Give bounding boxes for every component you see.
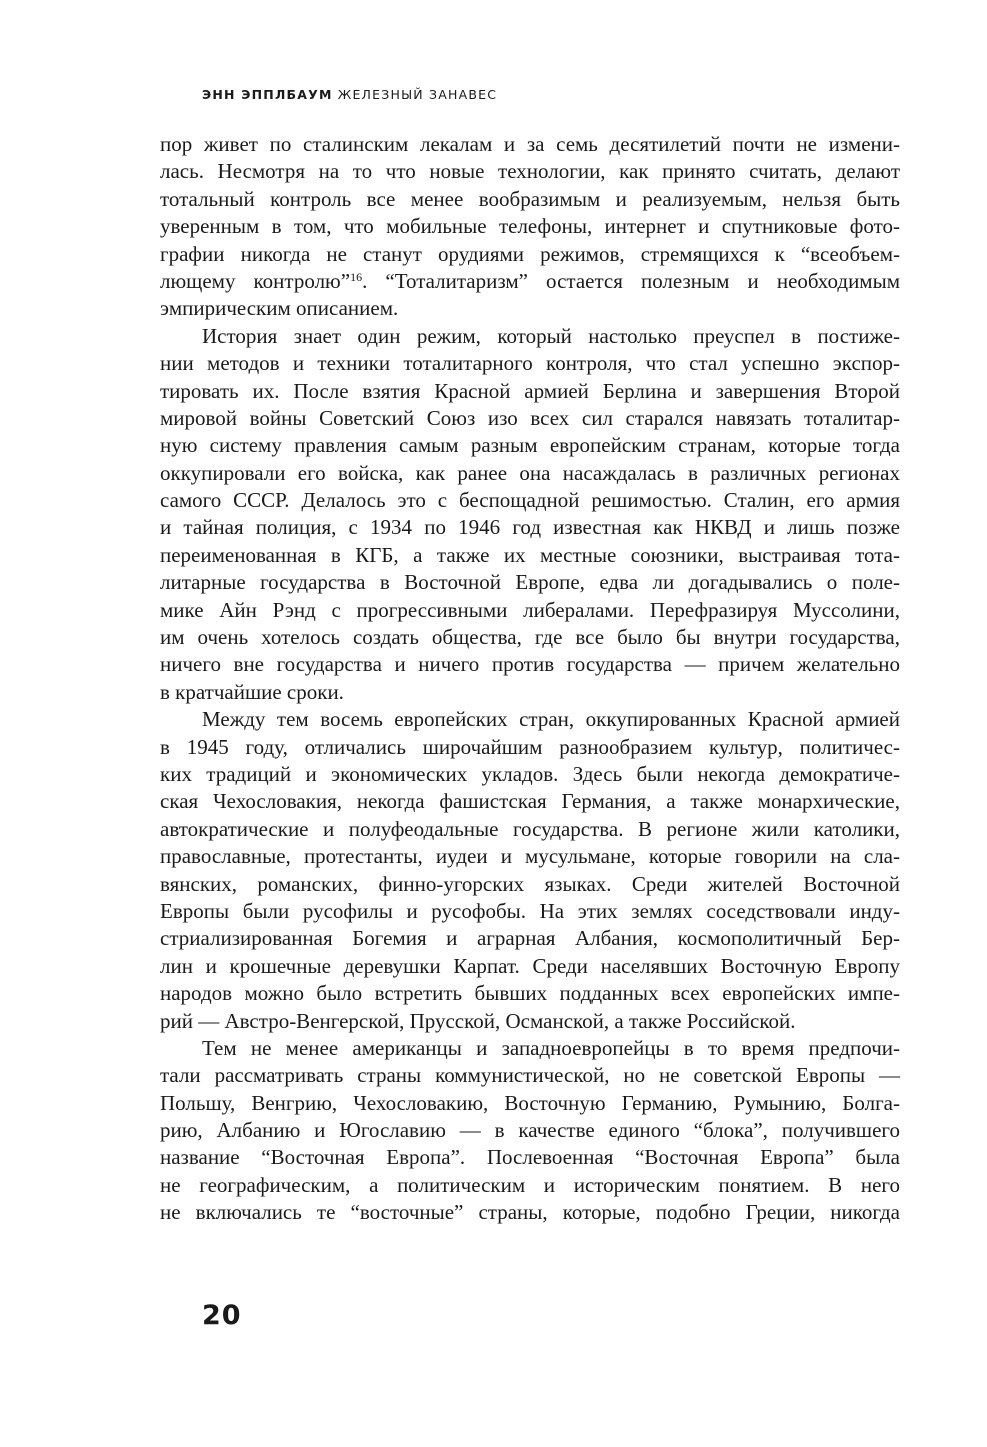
- text-line: рию, Албанию и Югославию — в качестве единого “блока”, получившего: [160, 1118, 900, 1143]
- text-line: ких традиций и экономических укладов. Здесь были некогда демократиче-: [160, 761, 900, 786]
- text-line: Польшу, Венгрию, Чехословакию, Восточную Германию, Румынию, Болга-: [160, 1090, 900, 1115]
- text-line: лась. Несмотря на то что новые технологии, как принято считать, делают: [160, 159, 900, 184]
- text-line: графии никогда не станут орудиями режимов, стремящихся к “всеобъем-: [160, 241, 900, 266]
- text-line: не включались те “восточные” страны, которые, подобно Греции, никогда: [160, 1200, 900, 1225]
- text-line: ская Чехословакия, некогда фашистская Германия, а также монархические,: [160, 789, 900, 814]
- text-line: тали рассматривать страны коммунистической, но не советской Европы —: [160, 1063, 900, 1088]
- paragraph: [160, 131, 900, 323]
- text-line: вянских, романских, финно-угорских языках. Среди жителей Восточной: [160, 871, 900, 896]
- text-line: [160, 268, 900, 295]
- text-line: православные, протестанты, иудеи и мусульмане, которые говорили на сла-: [160, 844, 900, 869]
- text-line: автократические и полуфеодальные государства. В регионе жили католики,: [160, 816, 900, 841]
- paragraph: [160, 323, 900, 706]
- text-line: народов можно было встретить бывших подданных всех европейских импе-: [160, 981, 900, 1006]
- text-line: Между тем восемь европейских стран, оккупированных Красной армией: [202, 707, 900, 732]
- running-head: [202, 87, 497, 102]
- text-line: История знает один режим, который настолько преуспел в постиже-: [202, 323, 900, 348]
- text-line: Тем не менее американцы и западноевропейцы в то время предпочи-: [202, 1035, 900, 1060]
- text-line: эмпирическим описанием.: [160, 296, 399, 321]
- text-line: пор живет по сталинским лекалам и за семь десятилетий почти не измени-: [160, 132, 900, 156]
- text-line: ную систему правления самым разным европейским странам, которые тогда: [160, 433, 900, 458]
- text-line: ничего вне государства и ничего против государства — причем желательно: [160, 652, 900, 677]
- running-head-author: ЭНН ЭППЛБАУМ: [202, 87, 333, 102]
- body-text: [160, 131, 900, 1227]
- text-line: в кратчайшие сроки.: [160, 679, 344, 704]
- text-line: нии методов и техники тоталитарного контроля, что стал успешно экспор-: [160, 351, 900, 376]
- paragraph: [160, 706, 900, 1035]
- text-line: в 1945 году, отличались широчайшим разнообразием культур, политичес-: [160, 734, 900, 759]
- text-line: оккупировали его войска, как ранее она насаждалась в различных регионах: [160, 460, 900, 485]
- text-segment: . “Тоталитаризм” остается полезным и необходимым: [362, 268, 900, 293]
- text-line: им очень хотелось создать общества, где все было бы внутри государства,: [160, 625, 900, 650]
- text-line: самого СССР. Делалось это с беспощадной решимостью. Сталин, его армия: [160, 488, 900, 513]
- text-line: рий — Австро-Венгерской, Прусской, Османской, а также Российской.: [160, 1008, 796, 1033]
- paragraph: [160, 1035, 900, 1227]
- text-line: стриализированная Богемия и аграрная Албания, космополитичный Бер-: [160, 926, 900, 951]
- footnote-marker: 16: [350, 269, 363, 284]
- text-line: тировать их. После взятия Красной армией Берлина и завершения Второй: [160, 378, 900, 403]
- text-line: не географическим, а политическим и историческим понятием. В него: [160, 1172, 900, 1197]
- page-number: 20: [202, 1300, 242, 1331]
- text-line: мике Айн Рэнд с прогрессивными либералами. Перефразируя Муссолини,: [160, 597, 900, 622]
- text-line: и тайная полиция, с 1934 по 1946 год известная как НКВД и лишь позже: [160, 515, 900, 540]
- text-line: литарные государства в Восточной Европе, едва ли догадывались о поле-: [160, 570, 900, 595]
- text-line: Европы были русофилы и русофобы. На этих землях соседствовали инду-: [160, 898, 900, 923]
- text-line: переименованная в КГБ, а также их местные союзники, выстраивая тота-: [160, 542, 900, 567]
- running-head-title: ЖЕЛЕЗНЫЙ ЗАНАВЕС: [337, 87, 498, 102]
- text-line: лин и крошечные деревушки Карпат. Среди населявших Восточную Европу: [160, 953, 900, 978]
- text-line: уверенным в том, что мобильные телефоны, интернет и спутниковые фото-: [160, 214, 900, 239]
- text-line: мировой войны Советский Союз изо всех сил старался навязать тоталитар-: [160, 405, 900, 430]
- text-line: название “Восточная Европа”. Послевоенная “Восточная Европа” была: [160, 1145, 900, 1170]
- text-segment: лющему контролю”: [160, 268, 351, 293]
- text-line: тотальный контроль все менее вообразимым и реализуемым, нельзя быть: [160, 186, 900, 211]
